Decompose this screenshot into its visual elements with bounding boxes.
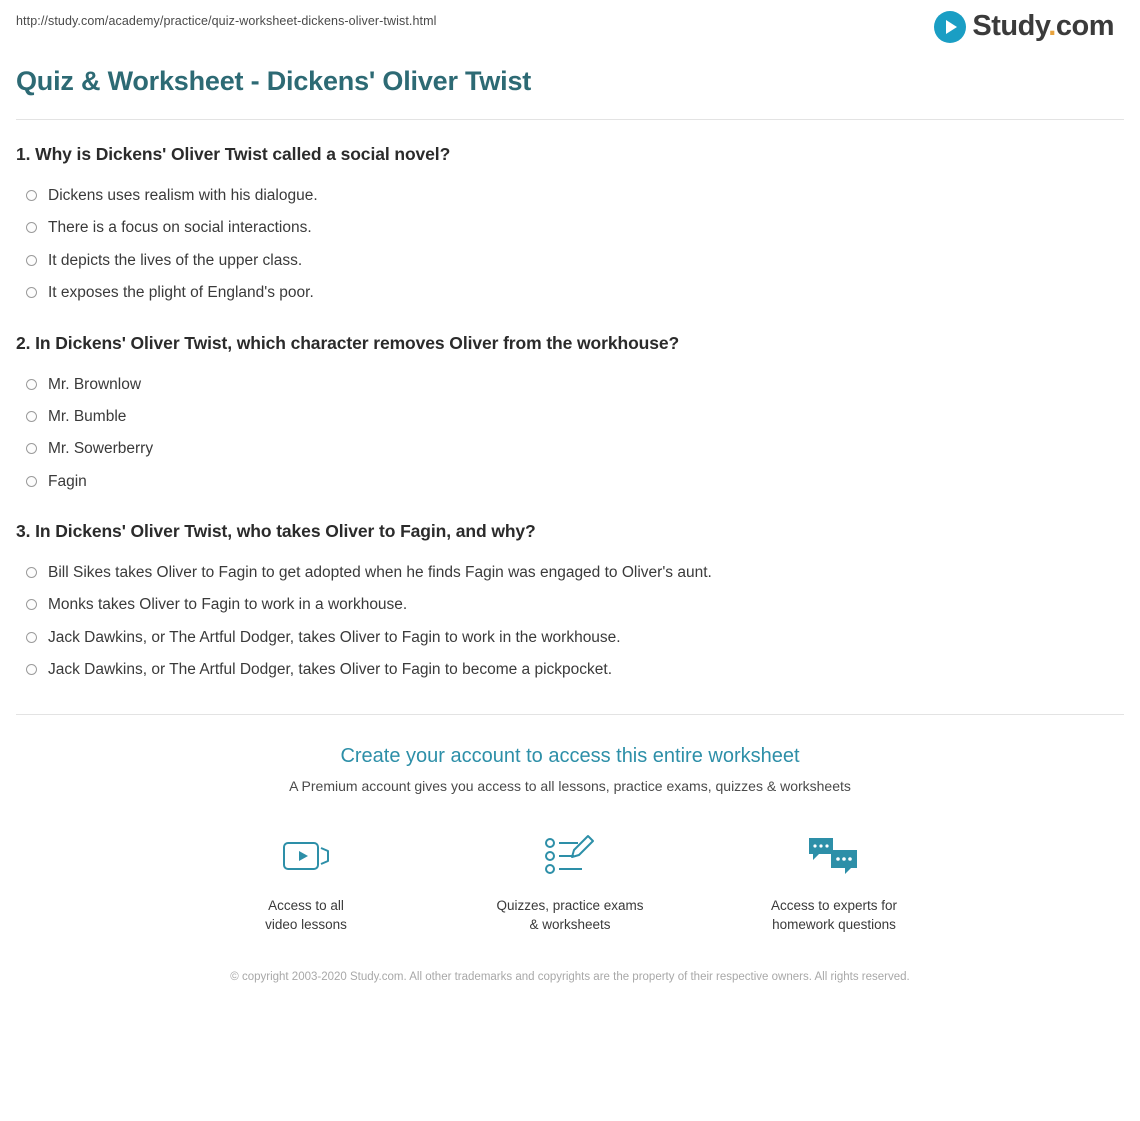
answer-option[interactable] <box>16 179 1124 211</box>
feature-item <box>490 828 650 935</box>
browser-header <box>16 0 1124 52</box>
answer-option[interactable] <box>16 653 1124 685</box>
question-prompt: 3. In Dickens' Oliver Twist, who takes Oliver to Fagin, and why? <box>16 521 536 541</box>
radio-button-icon[interactable] <box>26 567 37 578</box>
radio-button-icon[interactable] <box>26 255 37 266</box>
answer-option[interactable] <box>16 465 1124 497</box>
answer-option-label: Mr. Bumble <box>48 407 127 425</box>
feature-label-line2: homework questions <box>772 917 896 933</box>
title-divider <box>16 119 1124 120</box>
question-prompt: 2. In Dickens' Oliver Twist, which character removes Oliver from the workhouse? <box>16 332 680 353</box>
answer-option[interactable] <box>16 556 1124 588</box>
question-block <box>16 333 1124 498</box>
answer-option-label: Jack Dawkins, or The Artful Dodger, takes Oliver to Fagin to work in the workhouse. <box>48 628 621 646</box>
feature-item <box>226 828 386 935</box>
feature-label-line1: Access to experts for <box>770 897 898 913</box>
feature-label-line2: & worksheets <box>529 917 611 933</box>
radio-button-icon[interactable] <box>26 379 37 390</box>
logo-name: Study <box>972 10 1049 42</box>
radio-button-icon[interactable] <box>26 222 37 233</box>
answer-option-label: Jack Dawkins, or The Artful Dodger, takes Oliver to Fagin to become a pickpocket. <box>48 661 613 679</box>
answer-option-label: There is a focus on social interactions. <box>48 219 312 237</box>
study-com-logo[interactable] <box>934 10 1124 43</box>
answer-option[interactable] <box>16 621 1124 653</box>
answer-option[interactable] <box>16 368 1124 400</box>
play-circle-icon <box>934 11 966 43</box>
checklist-pencil-icon <box>490 828 650 884</box>
radio-button-icon[interactable] <box>26 664 37 675</box>
feature-label <box>754 896 914 935</box>
video-play-icon <box>226 828 386 884</box>
radio-button-icon[interactable] <box>26 476 37 487</box>
radio-button-icon[interactable] <box>26 632 37 643</box>
answer-option-label: Monks takes Oliver to Fagin to work in a workhouse. <box>48 596 408 614</box>
feature-list <box>16 828 1124 935</box>
answer-option[interactable] <box>16 432 1124 464</box>
answer-option-label: Mr. Brownlow <box>48 375 142 393</box>
feature-label <box>226 896 386 935</box>
page-url: http://study.com/academy/practice/quiz-worksheet-dickens-oliver-twist.html <box>16 14 437 28</box>
feature-label-line1: Access to all <box>268 897 344 913</box>
logo-dot: . <box>1048 10 1056 42</box>
radio-button-icon[interactable] <box>26 287 37 298</box>
page-title: Quiz & Worksheet - Dickens' Oliver Twist <box>16 66 532 96</box>
feature-label <box>490 896 650 935</box>
radio-button-icon[interactable] <box>26 443 37 454</box>
create-account-cta <box>16 715 1124 986</box>
radio-button-icon[interactable] <box>26 190 37 201</box>
copyright-text: © copyright 2003-2020 Study.com. All other trademarks and copyrights are the property of their respective owners. All rights reserved. <box>230 970 910 983</box>
question-block <box>16 144 1124 309</box>
premium-subtext: A Premium account gives you access to all lessons, practice exams, quizzes & worksheets <box>289 777 851 794</box>
logo-wordmark <box>972 10 1114 43</box>
answer-option-label: Dickens uses realism with his dialogue. <box>48 187 318 204</box>
answer-option-label: It depicts the lives of the upper class. <box>48 251 303 269</box>
feature-label-line1: Quizzes, practice exams <box>496 897 644 913</box>
logo-suffix: com <box>1055 10 1114 42</box>
answer-option[interactable] <box>16 588 1124 620</box>
answer-option-label: Mr. Sowerberry <box>48 440 154 458</box>
answer-option-label: Bill Sikes takes Oliver to Fagin to get adopted when he finds Fagin was engaged to Oliver's aunt. <box>48 564 712 581</box>
answer-option[interactable] <box>16 244 1124 276</box>
question-prompt: 1. Why is Dickens' Oliver Twist called a social novel? <box>16 144 451 164</box>
chat-bubbles-icon <box>754 828 914 884</box>
feature-item <box>754 828 914 935</box>
answer-option-label: Fagin <box>48 472 87 490</box>
create-account-link[interactable]: Create your account to access this entire worksheet <box>340 744 800 767</box>
radio-button-icon[interactable] <box>26 411 37 422</box>
answer-option[interactable] <box>16 400 1124 432</box>
question-block <box>16 521 1124 686</box>
answer-option[interactable] <box>16 276 1124 308</box>
answer-option-label: It exposes the plight of England's poor. <box>48 284 314 302</box>
radio-button-icon[interactable] <box>26 599 37 610</box>
answer-option[interactable] <box>16 211 1124 243</box>
feature-label-line2: video lessons <box>265 917 347 933</box>
